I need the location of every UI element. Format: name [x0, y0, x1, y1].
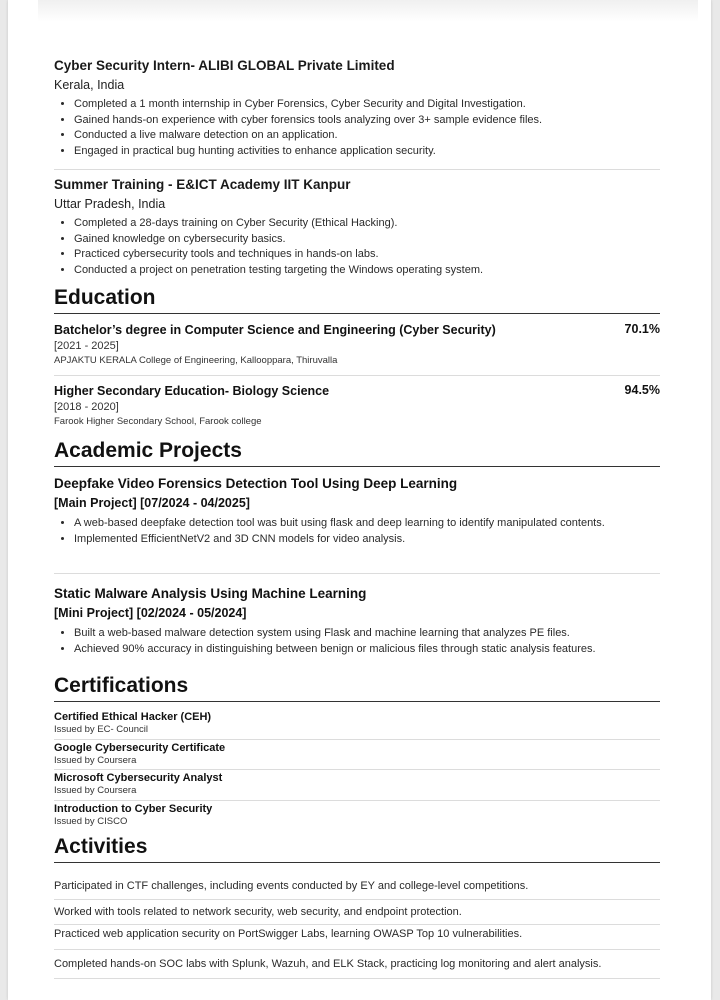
certification-entry — [54, 742, 660, 767]
project-tag: [Main Project] — [54, 496, 137, 510]
divider — [54, 800, 660, 801]
certification-name: Certified Ethical Hacker (CEH) — [54, 711, 212, 723]
certification-issuer: Issued by Coursera — [54, 785, 137, 796]
divider — [54, 924, 660, 925]
bullet-item: • Conducted a live malware detection on an application. — [74, 128, 660, 144]
project-entry — [54, 475, 660, 547]
divider — [54, 899, 660, 900]
project-meta — [54, 605, 660, 622]
project-bullets — [54, 626, 660, 657]
certification-entry — [54, 772, 660, 797]
education-score: 94.5% — [624, 383, 660, 397]
bullet-item: • Implemented EfficientNetV2 and 3D CNN models for video analysis. — [74, 532, 660, 548]
project-entry — [54, 585, 660, 657]
bullet-item: • Practiced cybersecurity tools and techniques in hands-on labs. — [74, 247, 660, 263]
page-top-shade — [38, 0, 698, 22]
section-heading-certifications: Certifications — [54, 673, 660, 702]
section-heading-projects: Academic Projects — [54, 438, 660, 467]
bullet-item: • Gained hands-on experience with cyber forensics tools analyzing over 3+ sample evidence files. — [74, 113, 660, 129]
divider — [54, 978, 660, 979]
education-dates: [2021 - 2025] — [54, 340, 119, 352]
project-title: Deepfake Video Forensics Detection Tool Using Deep Learning — [54, 476, 458, 491]
experience-location: Uttar Pradesh, India — [54, 197, 166, 211]
bullet-item: • Completed a 1 month internship in Cyber Forensics, Cyber Security and Digital Investigation. — [74, 97, 660, 113]
certification-entry — [54, 711, 660, 736]
divider — [54, 949, 660, 950]
project-title: Static Malware Analysis Using Machine Learning — [54, 586, 367, 601]
education-score: 70.1% — [624, 322, 660, 336]
education-entry — [54, 322, 660, 367]
bullet-item: • Gained knowledge on cybersecurity basics. — [74, 232, 660, 248]
certification-name: Microsoft Cybersecurity Analyst — [54, 772, 223, 784]
bullet-item: • Completed a 28-days training on Cyber Security (Ethical Hacking). — [74, 216, 660, 232]
activity-item: Worked with tools related to network security, web security, and endpoint protection. — [54, 906, 462, 918]
experience-bullets — [54, 97, 660, 159]
experience-entry — [54, 57, 660, 159]
education-degree: Higher Secondary Education- Biology Science — [54, 384, 330, 398]
experience-title: Summer Training - E&ICT Academy IIT Kanpur — [54, 177, 351, 192]
activity-item: Completed hands-on SOC labs with Splunk, Wazuh, and ELK Stack, practicing log monitoring and alert analysis. — [54, 958, 602, 970]
certification-issuer: Issued by EC- Council — [54, 724, 148, 735]
resume-page — [8, 0, 711, 1000]
education-entry — [54, 383, 660, 428]
divider — [54, 573, 660, 574]
activity-item: Practiced web application security on PortSwigger Labs, learning OWASP Top 10 vulnerabilities. — [54, 928, 523, 940]
section-heading-activities: Activities — [54, 834, 660, 863]
certification-entry — [54, 803, 660, 828]
project-dates: [02/2024 - 05/2024] — [136, 606, 247, 620]
certification-name: Google Cybersecurity Certificate — [54, 742, 226, 754]
education-school: APJAKTU KERALA College of Engineering, Kallooppara, Thiruvalla — [54, 355, 338, 366]
experience-title: Cyber Security Intern- ALIBI GLOBAL Private Limited — [54, 58, 395, 73]
bullet-item: • Conducted a project on penetration testing targeting the Windows operating system. — [74, 263, 660, 279]
activity-item: Participated in CTF challenges, including events conducted by EY and college-level competitions. — [54, 880, 529, 892]
certification-name: Introduction to Cyber Security — [54, 803, 213, 815]
education-dates: [2018 - 2020] — [54, 401, 119, 413]
bullet-item: • A web-based deepfake detection tool was buit using flask and deep learning to identify manipulated contents. — [74, 516, 660, 532]
divider — [54, 739, 660, 740]
certification-issuer: Issued by CISCO — [54, 816, 128, 827]
project-meta — [54, 495, 660, 512]
bullet-item: • Built a web-based malware detection system using Flask and machine learning that analyzes PE files. — [74, 626, 660, 642]
bullet-item: • Achieved 90% accuracy in distinguishing between benign or malicious files through static analysis features. — [74, 642, 660, 658]
experience-entry — [54, 176, 660, 278]
experience-bullets — [54, 216, 660, 278]
experience-location: Kerala, India — [54, 78, 125, 92]
divider — [54, 375, 660, 376]
bullet-item: • Engaged in practical bug hunting activities to enhance application security. — [74, 144, 660, 160]
project-bullets — [54, 516, 660, 547]
project-tag: [Mini Project] — [54, 606, 134, 620]
divider — [54, 769, 660, 770]
divider — [54, 169, 660, 170]
section-heading-education: Education — [54, 285, 660, 314]
certification-issuer: Issued by Coursera — [54, 755, 137, 766]
project-dates: [07/2024 - 04/2025] — [140, 496, 250, 510]
education-degree: Batchelor’s degree in Computer Science and Engineering (Cyber Security) — [54, 323, 496, 337]
education-school: Farook Higher Secondary School, Farook college — [54, 416, 262, 427]
